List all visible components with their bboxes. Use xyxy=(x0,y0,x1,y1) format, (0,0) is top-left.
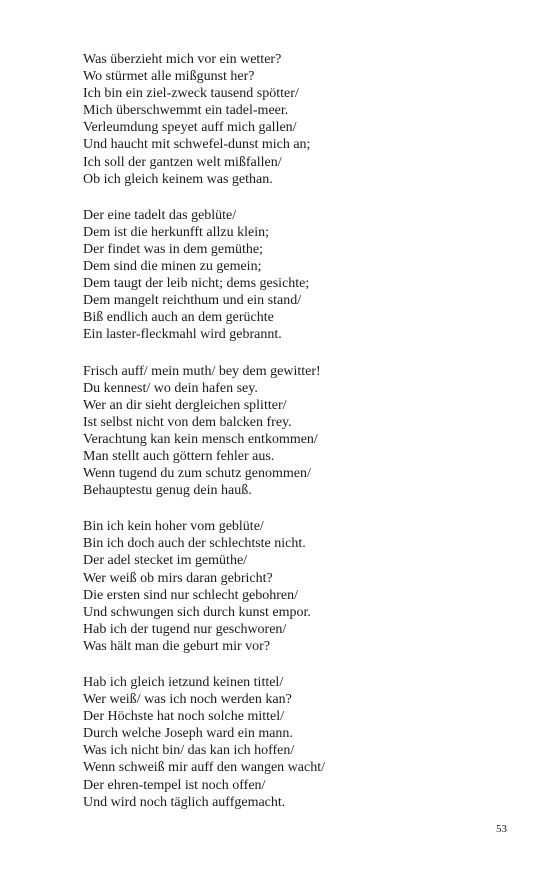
verse-line: Bin ich kein hoher vom geblüte/ xyxy=(83,519,264,535)
verse-line: Bin ich doch auch der schlechtste nicht. xyxy=(83,536,306,552)
verse-line: Ich soll der gantzen welt mißfallen/ xyxy=(83,154,282,170)
verse-line: Der ehren-tempel ist noch offen/ xyxy=(83,777,266,793)
verse-line: Hab ich der tugend nur geschworen/ xyxy=(83,621,287,637)
verse-line: Dem sind die minen zu gemein; xyxy=(83,259,262,275)
stanza-2 xyxy=(83,207,513,344)
stanza-1 xyxy=(83,51,513,188)
verse-line: Was überzieht mich vor ein wetter? xyxy=(83,52,282,67)
verse-line: Und schwungen sich durch kunst empor. xyxy=(83,604,311,620)
verse-line: Wenn schweiß mir auff den wangen wacht/ xyxy=(83,760,325,776)
verse-line: Ob ich gleich keinem was gethan. xyxy=(83,171,273,187)
verse-line: Mich überschwemmt ein tadel-meer. xyxy=(83,103,289,119)
verse-line: Man stellt auch göttern fehler aus. xyxy=(83,448,275,464)
verse-line: Der findet was in dem gemüthe; xyxy=(83,241,264,257)
verse-line: Wer weiß/ was ich noch werden kan? xyxy=(83,692,292,708)
verse-line: Verleumdung speyet auff mich gallen/ xyxy=(83,120,297,136)
verse-line: Du kennest/ wo dein hafen sey. xyxy=(83,380,258,396)
stanza-5 xyxy=(83,674,513,811)
stanza-3 xyxy=(83,363,513,500)
page-number: 53 xyxy=(496,823,507,835)
verse-line: Frisch auff/ mein muth/ bey dem gewitter! xyxy=(83,363,321,379)
verse-line: Der adel stecket im gemüthe/ xyxy=(83,553,248,569)
verse-line: Wer an dir sieht dergleichen splitter/ xyxy=(83,397,287,413)
verse-line: Was hält man die geburt mir vor? xyxy=(83,638,271,654)
verse-line: Dem taugt der leib nicht; dems gesichte; xyxy=(83,276,310,292)
verse-line: Was ich nicht bin/ das kan ich hoffen/ xyxy=(83,743,295,759)
verse-line: Durch welche Joseph ward ein mann. xyxy=(83,726,293,742)
verse-line: Und wird noch täglich auffgemacht. xyxy=(83,794,286,810)
stanza-4 xyxy=(83,518,513,655)
verse-line: Dem mangelt reichthum und ein stand/ xyxy=(83,293,302,309)
verse-line: Verachtung kan kein mensch entkommen/ xyxy=(83,431,318,447)
verse-line: Die ersten sind nur schlecht gebohren/ xyxy=(83,587,298,603)
verse-line: Biß endlich auch an dem gerüchte xyxy=(83,310,274,326)
verse-line: Ist selbst nicht von dem balcken frey. xyxy=(83,414,292,430)
verse-line: Wo stürmet alle mißgunst her? xyxy=(83,69,255,85)
verse-line: Der Höchste hat noch solche mittel/ xyxy=(83,709,284,725)
verse-line: Behauptestu genug dein hauß. xyxy=(83,483,252,499)
verse-line: Dem ist die herkunfft allzu klein; xyxy=(83,224,269,240)
verse-line: Wer weiß ob mirs daran gebricht? xyxy=(83,570,273,586)
verse-line: Wenn tugend du zum schutz genommen/ xyxy=(83,466,311,482)
verse-line: Ich bin ein ziel-zweck tausend spötter/ xyxy=(83,86,299,102)
verse-line: Ein laster-fleckmahl wird gebrannt. xyxy=(83,327,282,343)
verse-line: Und haucht mit schwefel-dunst mich an; xyxy=(83,137,311,153)
verse-line: Hab ich gleich ietzund keinen tittel/ xyxy=(83,675,284,690)
verse-line: Der eine tadelt das geblüte/ xyxy=(83,207,237,223)
poem-text xyxy=(83,51,513,830)
